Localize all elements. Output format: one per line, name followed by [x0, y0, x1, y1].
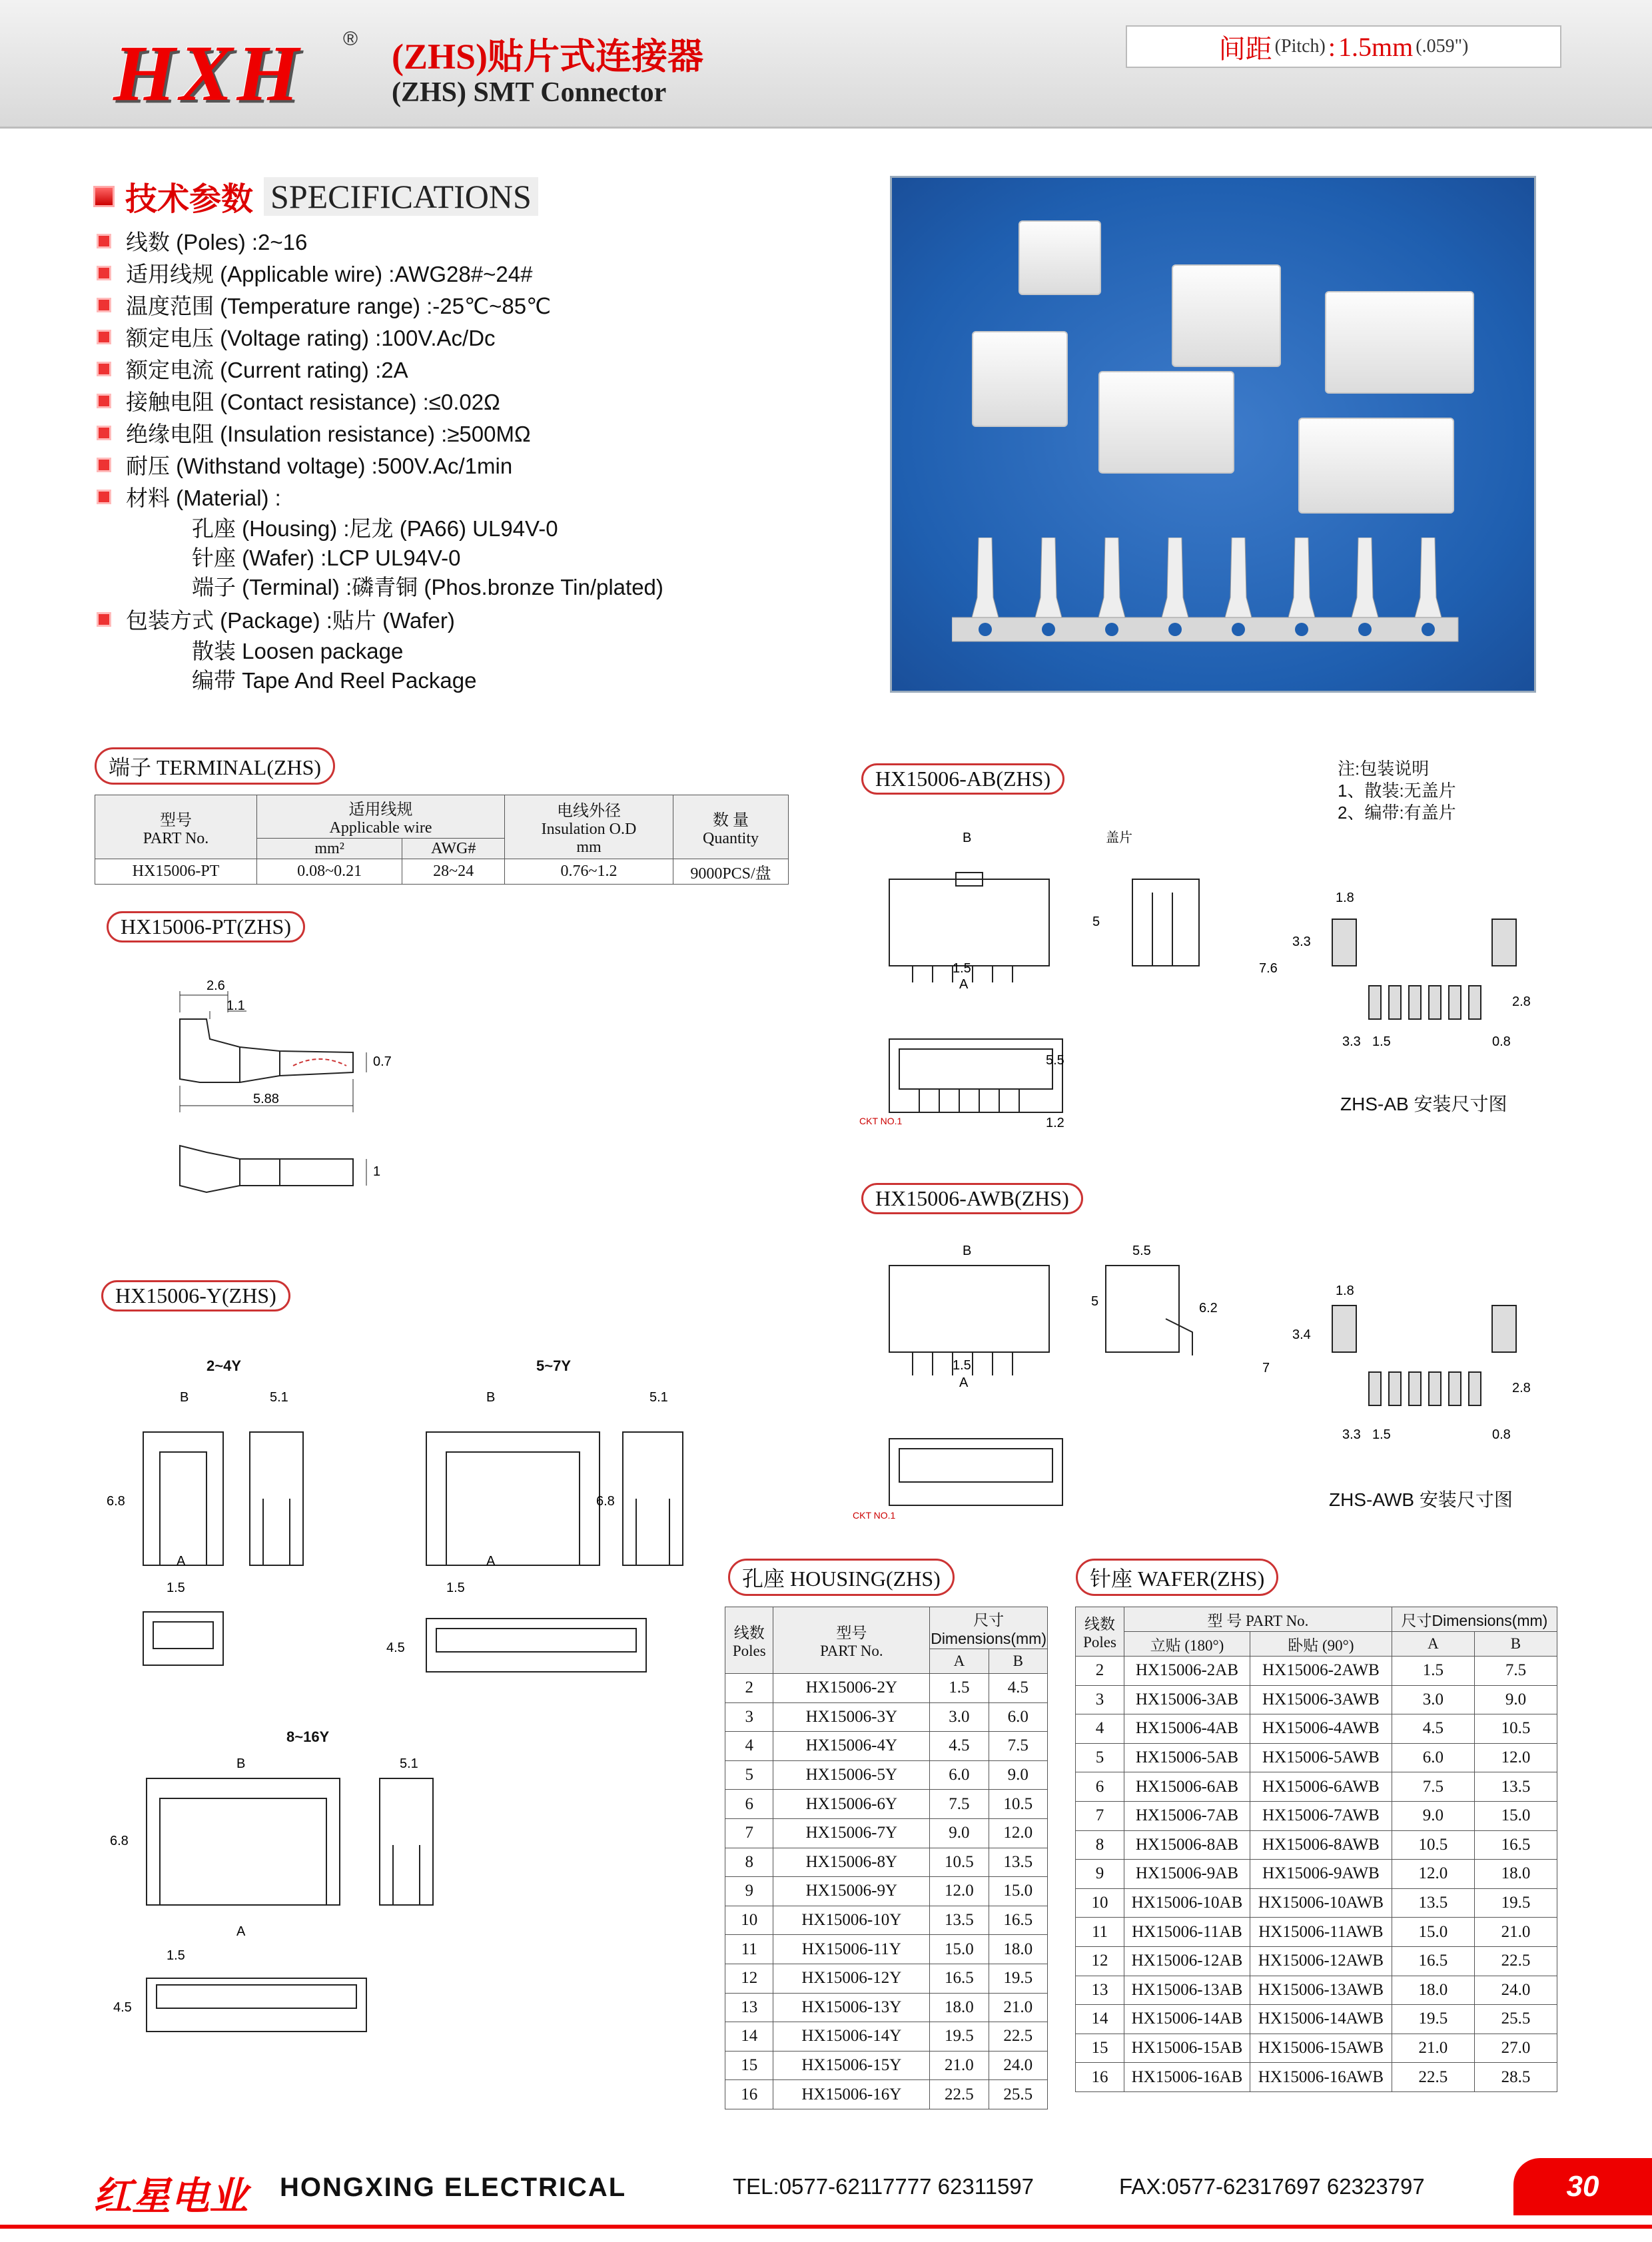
- table-cell: 16.5: [1474, 1830, 1557, 1860]
- table-cell: 15: [725, 2051, 773, 2080]
- table-cell: 6.0: [1392, 1743, 1474, 1772]
- table-row: [725, 1993, 1048, 2022]
- dim-label: 5.1: [270, 1390, 288, 1405]
- bullet-icon: [97, 266, 111, 280]
- wafer-section-label: 针座 WAFER(ZHS): [1076, 1559, 1278, 1596]
- dim-label: 5.1: [649, 1390, 668, 1405]
- dim-label: A: [236, 1924, 246, 1939]
- table-cell: 9.0: [989, 1760, 1047, 1790]
- dim-label: 7: [1262, 1361, 1270, 1375]
- table-cell: HX15006-13Y: [773, 1993, 930, 2022]
- table-cell: 6.0: [989, 1702, 1047, 1732]
- awb-section-label: HX15006-AWB(ZHS): [861, 1183, 1083, 1214]
- table-cell: 22.5: [1392, 2063, 1474, 2092]
- spec-line: 耐压 (Withstand voltage) :500V.Ac/1min: [97, 449, 512, 480]
- page-number: 30: [1513, 2158, 1652, 2215]
- table-cell: 7.5: [989, 1732, 1047, 1761]
- table-cell: HX15006-8AB: [1124, 1830, 1250, 1860]
- table-cell: 18.0: [1392, 1976, 1474, 2005]
- table-cell: 18.0: [989, 1935, 1047, 1964]
- dim-label: 6.8: [596, 1494, 615, 1509]
- group-label: 8~16Y: [286, 1728, 330, 1745]
- package-line: 散装 Loosen package: [192, 639, 404, 663]
- spec-line: 温度范围 (Temperature range) :-25℃~85℃: [97, 289, 551, 320]
- spec-heading-cn: 技术参数: [125, 182, 254, 217]
- title-english: (ZHS) SMT Connector: [392, 77, 667, 108]
- footer-tel: TEL:0577-62117777 62311597: [733, 2174, 1034, 2199]
- table-cell: HX15006-5AB: [1124, 1743, 1250, 1772]
- dim-label: A: [486, 1554, 496, 1569]
- table-cell: HX15006-9AWB: [1250, 1860, 1392, 1889]
- table-cell: HX15006-16Y: [773, 2080, 930, 2109]
- bullet-icon: [97, 298, 111, 312]
- table-cell: 10.5: [989, 1790, 1047, 1819]
- table-cell: HX15006-5AWB: [1250, 1743, 1392, 1772]
- pitch-colon: :: [1328, 31, 1336, 62]
- dim-label: 2.6: [206, 978, 225, 993]
- bullet-icon: [97, 330, 111, 344]
- dim-label: 1.5: [446, 1581, 465, 1595]
- spec-line: 额定电流 (Current rating) :2A: [97, 353, 408, 384]
- table-cell: 15: [1076, 2034, 1124, 2063]
- dim-label: 1.2: [1046, 1116, 1064, 1130]
- table-cell: HX15006-10AWB: [1250, 1888, 1392, 1918]
- group-label: 2~4Y: [206, 1357, 241, 1374]
- dim-label: 1.8: [1336, 1284, 1354, 1298]
- table-cell: 24.0: [1474, 1976, 1557, 2005]
- connector-image: [1098, 371, 1234, 474]
- spec-line: 包装方式 (Package) :贴片 (Wafer): [97, 603, 455, 635]
- table-cell: 28.5: [1474, 2063, 1557, 2092]
- table-row: [725, 2022, 1048, 2052]
- table-cell: HX15006-3AWB: [1250, 1685, 1392, 1714]
- table-cell: 6.0: [930, 1760, 989, 1790]
- table-cell: 7.5: [930, 1790, 989, 1819]
- dim-label: 3.3: [1342, 1034, 1361, 1049]
- table-cell: 19.5: [989, 1964, 1047, 1993]
- spec-line: 接触电阻 (Contact resistance) :≤0.02Ω: [97, 385, 500, 416]
- dim-label: A: [959, 1375, 969, 1390]
- dim-label: 1: [373, 1164, 381, 1179]
- table-cell: 22.5: [930, 2080, 989, 2109]
- pitch-label-en: (Pitch): [1274, 36, 1326, 57]
- spec-line: 绝缘电阻 (Insulation resistance) :≥500MΩ: [97, 417, 531, 448]
- table-row: [1076, 1772, 1557, 1802]
- table-cell: HX15006-15Y: [773, 2051, 930, 2080]
- table-cell: 9.0: [1392, 1801, 1474, 1830]
- table-cell: 3: [1076, 1685, 1124, 1714]
- housing-section-label: 孔座 HOUSING(ZHS): [728, 1559, 955, 1596]
- dim-label: 5.1: [400, 1756, 418, 1771]
- table-row: [725, 1702, 1048, 1732]
- table-cell: 7.5: [1474, 1657, 1557, 1686]
- table-cell: 3: [725, 1702, 773, 1732]
- table-cell: HX15006-4Y: [773, 1732, 930, 1761]
- ab-caption: ZHS-AB 安装尺寸图: [1340, 1094, 1507, 1114]
- dim-label: B: [180, 1390, 189, 1405]
- table-cell: 1.5: [930, 1674, 989, 1703]
- footer-rule: [0, 2225, 1652, 2229]
- table-cell: 18.0: [930, 1993, 989, 2022]
- dim-label: 1.1: [226, 998, 245, 1013]
- table-cell: 8: [725, 1848, 773, 1877]
- table-cell: 16.5: [930, 1964, 989, 1993]
- table-row: [725, 2051, 1048, 2080]
- table-cell: HX15006-15AWB: [1250, 2034, 1392, 2063]
- table-cell: 19.5: [1474, 1888, 1557, 1918]
- table-cell: HX15006-13AWB: [1250, 1976, 1392, 2005]
- table-cell: 8: [1076, 1830, 1124, 1860]
- bullet-icon: [97, 394, 111, 408]
- hxh-logo: HXH: [113, 29, 303, 117]
- table-cell: 6: [725, 1790, 773, 1819]
- dim-label: 5: [1091, 1294, 1099, 1309]
- table-cell: 13.5: [1392, 1888, 1474, 1918]
- title-chinese: (ZHS)贴片式连接器: [392, 37, 704, 77]
- table-cell: 4.5: [930, 1732, 989, 1761]
- table-row: [1076, 1714, 1557, 1744]
- table-cell: 22.5: [1474, 1946, 1557, 1976]
- ab-section-label: HX15006-AB(ZHS): [861, 763, 1064, 795]
- dim-label: A: [177, 1554, 186, 1569]
- bullet-icon: [97, 426, 111, 440]
- table-cell: 10.5: [930, 1848, 989, 1877]
- table-cell: 15.0: [1392, 1918, 1474, 1947]
- dim-label: 3.3: [1292, 934, 1311, 949]
- dim-label: 3.4: [1292, 1327, 1311, 1342]
- table-cell: HX15006-9AB: [1124, 1860, 1250, 1889]
- table-cell: 2: [725, 1674, 773, 1703]
- table-cell: 12.0: [1474, 1743, 1557, 1772]
- ckt-label: CKT NO.1: [859, 1116, 903, 1126]
- table-cell: 16.5: [989, 1906, 1047, 1935]
- awb-caption: ZHS-AWB 安装尺寸图: [1329, 1489, 1513, 1510]
- package-line: 编带 Tape And Reel Package: [192, 668, 477, 693]
- table-cell: 13: [725, 1993, 773, 2022]
- table-cell: HX15006-10AB: [1124, 1888, 1250, 1918]
- table-cell: 9.0: [1474, 1685, 1557, 1714]
- footer-brand-en: HONGXING ELECTRICAL: [280, 2173, 627, 2202]
- spec-heading-en: SPECIFICATIONS: [264, 177, 538, 216]
- table-row: [725, 1818, 1048, 1848]
- table-cell: HX15006-11AB: [1124, 1918, 1250, 1947]
- table-cell: HX15006-8Y: [773, 1848, 930, 1877]
- product-photo: [890, 176, 1536, 693]
- table-row: [725, 1732, 1048, 1761]
- table-cell: HX15006-2Y: [773, 1674, 930, 1703]
- table-cell: 14: [725, 2022, 773, 2052]
- table-cell: 10.5: [1392, 1830, 1474, 1860]
- table-cell: 9: [725, 1877, 773, 1906]
- connector-image: [1298, 418, 1454, 514]
- housing-drawing-large: [93, 1752, 440, 2058]
- table-cell: HX15006-3Y: [773, 1702, 930, 1732]
- table-cell: HX15006-14AWB: [1250, 2005, 1392, 2034]
- table-cell: HX15006-12AB: [1124, 1946, 1250, 1976]
- dim-label: 1.5: [953, 1358, 971, 1373]
- dim-label: 2.8: [1512, 994, 1531, 1009]
- spec-heading: [93, 173, 538, 219]
- table-row: [1076, 1685, 1557, 1714]
- spec-line: 线数 (Poles) :2~16: [97, 225, 307, 256]
- table-cell: HX15006-5Y: [773, 1760, 930, 1790]
- table-row: [725, 1935, 1048, 1964]
- table-cell: HX15006-13AB: [1124, 1976, 1250, 2005]
- terminal-section-label: 端子 TERMINAL(ZHS): [95, 747, 335, 785]
- table-cell: HX15006-4AWB: [1250, 1714, 1392, 1744]
- dim-label: 5: [1092, 915, 1100, 929]
- table-cell: 7: [725, 1818, 773, 1848]
- pt-section-label: HX15006-PT(ZHS): [107, 911, 305, 942]
- table-cell: 15.0: [930, 1935, 989, 1964]
- table-row: [1076, 1830, 1557, 1860]
- table-cell: HX15006-6AWB: [1250, 1772, 1392, 1802]
- table-cell: 3.0: [930, 1702, 989, 1732]
- dim-label: 1.5: [953, 961, 971, 976]
- dim-label: 7.6: [1259, 961, 1278, 976]
- table-row: [725, 2080, 1048, 2109]
- footer-brand-cn: 红星电业: [93, 2175, 248, 2218]
- table-cell: HX15006-7AB: [1124, 1801, 1250, 1830]
- dim-label: B: [236, 1756, 246, 1771]
- dim-label: A: [959, 977, 969, 992]
- table-cell: 7: [1076, 1801, 1124, 1830]
- table-cell: 11: [1076, 1918, 1124, 1947]
- table-row: [1076, 1976, 1557, 2005]
- dim-label: 5.5: [1046, 1053, 1064, 1068]
- terminal-reel-image: [952, 538, 1471, 664]
- table-row: [1076, 2034, 1557, 2063]
- table-cell: 21.0: [930, 2051, 989, 2080]
- table-cell: 4.5: [1392, 1714, 1474, 1744]
- spec-line: 额定电压 (Voltage rating) :100V.Ac/Dc: [97, 321, 496, 352]
- bullet-icon: [97, 458, 111, 472]
- table-row: [1076, 1860, 1557, 1889]
- connector-image: [1019, 220, 1101, 295]
- table-cell: 22.5: [989, 2022, 1047, 2052]
- table-cell: HX15006-8AWB: [1250, 1830, 1392, 1860]
- table-row: [1076, 1743, 1557, 1772]
- table-cell: 19.5: [930, 2022, 989, 2052]
- table-cell: 1.5: [1392, 1657, 1474, 1686]
- table-cell: 12.0: [930, 1877, 989, 1906]
- table-cell: 9.0: [930, 1818, 989, 1848]
- table-cell: 13.5: [930, 1906, 989, 1935]
- table-cell: 18.0: [1474, 1860, 1557, 1889]
- table-cell: 27.0: [1474, 2034, 1557, 2063]
- table-row: [1076, 1657, 1557, 1686]
- dim-label: 2.8: [1512, 1381, 1531, 1395]
- dim-label: 0.8: [1492, 1034, 1511, 1049]
- table-cell: 12.0: [1392, 1860, 1474, 1889]
- y-section-label: HX15006-Y(ZHS): [101, 1280, 290, 1311]
- table-cell: 13.5: [989, 1848, 1047, 1877]
- pitch-box: [1126, 25, 1561, 68]
- wafer-ab-drawing: [846, 826, 1552, 1132]
- table-cell: HX15006-16AWB: [1250, 2063, 1392, 2092]
- dim-label: 6.8: [107, 1494, 125, 1509]
- table-cell: 12: [1076, 1946, 1124, 1976]
- table-row: [725, 1674, 1048, 1703]
- material-line: 孔座 (Housing) :尼龙 (PA66) UL94V-0: [192, 516, 558, 541]
- table-cell: 2: [1076, 1657, 1124, 1686]
- table-cell: HX15006-16AB: [1124, 2063, 1250, 2092]
- table-cell: HX15006-15AB: [1124, 2034, 1250, 2063]
- table-cell: 10.5: [1474, 1714, 1557, 1744]
- table-row: [725, 1877, 1048, 1906]
- dim-label: 1.5: [1372, 1427, 1391, 1442]
- dim-label: B: [963, 1244, 972, 1258]
- table-cell: 6: [1076, 1772, 1124, 1802]
- table-cell: HX15006-6AB: [1124, 1772, 1250, 1802]
- table-cell: 9: [1076, 1860, 1124, 1889]
- table-cell: 15.0: [989, 1877, 1047, 1906]
- dim-label: 6.8: [110, 1834, 129, 1848]
- dim-label: 1.8: [1336, 891, 1354, 905]
- table-cell: 25.5: [1474, 2005, 1557, 2034]
- table-row: [1076, 1946, 1557, 1976]
- table-row: [725, 1848, 1048, 1877]
- heading-bullet-icon: [93, 186, 115, 207]
- table-row: [725, 1790, 1048, 1819]
- table-row: [1076, 1801, 1557, 1830]
- connector-image: [1325, 291, 1474, 394]
- registered-mark: ®: [343, 28, 358, 50]
- bullet-icon: [97, 362, 111, 376]
- table-row: [1076, 2063, 1557, 2092]
- ckt-label: CKT NO.1: [853, 1510, 896, 1521]
- table-cell: HX15006-12AWB: [1250, 1946, 1392, 1976]
- table-cell: 10: [1076, 1888, 1124, 1918]
- table-cell: 13.5: [1474, 1772, 1557, 1802]
- table-cell: HX15006-6Y: [773, 1790, 930, 1819]
- table-cell: HX15006-11AWB: [1250, 1918, 1392, 1947]
- table-cell: 16.5: [1392, 1946, 1474, 1976]
- table-cell: 16: [1076, 2063, 1124, 2092]
- table-row: [725, 1964, 1048, 1993]
- table-cell: 12.0: [989, 1818, 1047, 1848]
- table-cell: HX15006-3AB: [1124, 1685, 1250, 1714]
- dim-label: 5.88: [253, 1092, 279, 1106]
- table-cell: HX15006-14AB: [1124, 2005, 1250, 2034]
- table-cell: 4.5: [989, 1674, 1047, 1703]
- dim-label: 4.5: [386, 1641, 405, 1655]
- table-cell: 7.5: [1392, 1772, 1474, 1802]
- table-row: [1076, 1918, 1557, 1947]
- dim-label: 5.5: [1132, 1244, 1151, 1258]
- table-cell: 10: [725, 1906, 773, 1935]
- table-cell: HX15006-7Y: [773, 1818, 930, 1848]
- group-label: 5~7Y: [536, 1357, 571, 1374]
- spec-line: 材料 (Material) :: [97, 481, 281, 512]
- terminal-drawing: [160, 972, 413, 1226]
- table-cell: 25.5: [989, 2080, 1047, 2109]
- dim-label: 1.5: [167, 1581, 185, 1595]
- pitch-inch: (.059"): [1416, 36, 1469, 57]
- table-cell: 21.0: [1474, 1918, 1557, 1947]
- table-cell: 4: [725, 1732, 773, 1761]
- table-cell: HX15006-2AB: [1124, 1657, 1250, 1686]
- table-row: [1076, 2005, 1557, 2034]
- dim-label: 1.5: [1372, 1034, 1391, 1049]
- bullet-icon: [97, 612, 111, 627]
- table-cell: HX15006-12Y: [773, 1964, 930, 1993]
- table-cell: 3.0: [1392, 1685, 1474, 1714]
- table-cell: 5: [1076, 1743, 1124, 1772]
- pitch-value: 1.5mm: [1338, 31, 1414, 62]
- housing-table: 线数 Poles 型号 PART No. 尺寸Dimensions(mm) A B 2 HX15006-2Y 1.5 4.5 3 HX15006-3Y 3.0 6.0 4 HX15006-4Y 4.5 7.5 5 HX15006-5Y 6.0 9.0 6 HX15006-6Y 7.5 10.5 7 HX15006-7Y 9.0 12.0 8 HX15006-8Y 10.5 13.5 9 HX15006-9Y 12.0 15.0 10 HX15006-10Y 13.5 16.5 11 HX15006-11Y 15.0 18.0 12 HX15006-12Y 16.5 19.5 13 HX15006-13Y 18.0 21.0 14 HX15006-14Y 19.5 22.5 15 HX15006-15Y 21.0 24.0 16 HX15006-16Y 22.5 25.5: [725, 1607, 1048, 2109]
- footer-fax: FAX:0577-62317697 62323797: [1119, 2174, 1425, 2199]
- table-cell: HX15006-4AB: [1124, 1714, 1250, 1744]
- terminal-table: 型号 PART No. 适用线规 Applicable wire 电线外径 Insulation O.D mm 数 量 Quantity mm² AWG# HX15006-PT 0.08~0.21 28~24 0.76~1.2 9000PCS/盘: [95, 795, 789, 885]
- connector-image: [1172, 264, 1281, 367]
- housing-drawing-small: [93, 1385, 759, 1745]
- table-cell: 19.5: [1392, 2005, 1474, 2034]
- table-cell: 12: [725, 1964, 773, 1993]
- dim-label: 6.2: [1199, 1301, 1218, 1315]
- table-cell: 16: [725, 2080, 773, 2109]
- table-cell: 24.0: [989, 2051, 1047, 2080]
- bullet-icon: [97, 234, 111, 248]
- dim-label: 3.3: [1342, 1427, 1361, 1442]
- bullet-icon: [97, 490, 111, 504]
- table-cell: HX15006-9Y: [773, 1877, 930, 1906]
- table-cell: 15.0: [1474, 1801, 1557, 1830]
- dim-label: B: [963, 831, 972, 845]
- table-cell: 11: [725, 1935, 773, 1964]
- material-line: 端子 (Terminal) :磷青铜 (Phos.bronze Tin/plated): [192, 575, 663, 599]
- dim-label: B: [486, 1390, 496, 1405]
- table-cell: HX15006-2AWB: [1250, 1657, 1392, 1686]
- cap-label: 盖片: [1106, 831, 1132, 845]
- dim-label: 0.7: [373, 1054, 392, 1069]
- pitch-label-cn: 间距: [1218, 33, 1272, 64]
- table-cell: 21.0: [1392, 2034, 1474, 2063]
- table-cell: 5: [725, 1760, 773, 1790]
- table-cell: 4: [1076, 1714, 1124, 1744]
- wafer-table: 线数 Poles 型 号 PART No. 尺寸Dimensions(mm) 立贴 (180°) 卧贴 (90°) A B 2 HX15006-2AB HX15006-2AWB 1.5 7.5 3 HX15006-3AB HX15006-3AWB 3.0 9.0 4 HX15006-4AB HX15006-4AWB 4.5 10.5 5 HX15006-5AB HX15006-5AWB 6.0 12.0 6 HX15006-6AB HX15006-6AWB 7.5 13.5 7 HX15006-7AB HX15006-7AWB 9.0 15.0 8 HX15006-8AB HX15006-8AWB 10.5 16.5 9 HX15006-9AB HX15006-9AWB 12.0 18.0 10 HX15006-10AB HX15006-10AWB 13.5 19.5 11 HX15006-11AB HX15006-11AWB 15.0 21.0 12 HX15006-12AB HX15006-12AWB 16.5 22.5 13 HX15006-13AB HX15006-13AWB 18.0 24.0 14 HX15006-14AB HX15006-14AWB 19.5 25.5 15 HX15006-15AB HX15006-15AWB 21.0 27.0 16 HX15006-16AB HX15006-16AWB 22.5 28.5: [1075, 1607, 1557, 2092]
- table-cell: HX15006-10Y: [773, 1906, 930, 1935]
- spec-line: 适用线规 (Applicable wire) :AWG28#~24#: [97, 257, 532, 288]
- dim-label: 0.8: [1492, 1427, 1511, 1442]
- table-cell: 14: [1076, 2005, 1124, 2034]
- table-row: HX15006-PT 0.08~0.21 28~24 0.76~1.2 9000PCS/盘: [95, 859, 789, 885]
- table-cell: HX15006-14Y: [773, 2022, 930, 2052]
- table-cell: 13: [1076, 1976, 1124, 2005]
- table-cell: HX15006-11Y: [773, 1935, 930, 1964]
- material-line: 针座 (Wafer) :LCP UL94V-0: [192, 546, 461, 570]
- table-cell: HX15006-7AWB: [1250, 1801, 1392, 1830]
- table-row: [1076, 1888, 1557, 1918]
- table-row: [725, 1760, 1048, 1790]
- package-note: 注:包装说明 1、散装:无盖片 2、编带:有盖片: [1338, 759, 1456, 823]
- table-cell: 21.0: [989, 1993, 1047, 2022]
- table-row: [725, 1906, 1048, 1935]
- dim-label: 1.5: [167, 1948, 185, 1963]
- dim-label: 4.5: [113, 2000, 132, 2015]
- connector-image: [972, 331, 1068, 427]
